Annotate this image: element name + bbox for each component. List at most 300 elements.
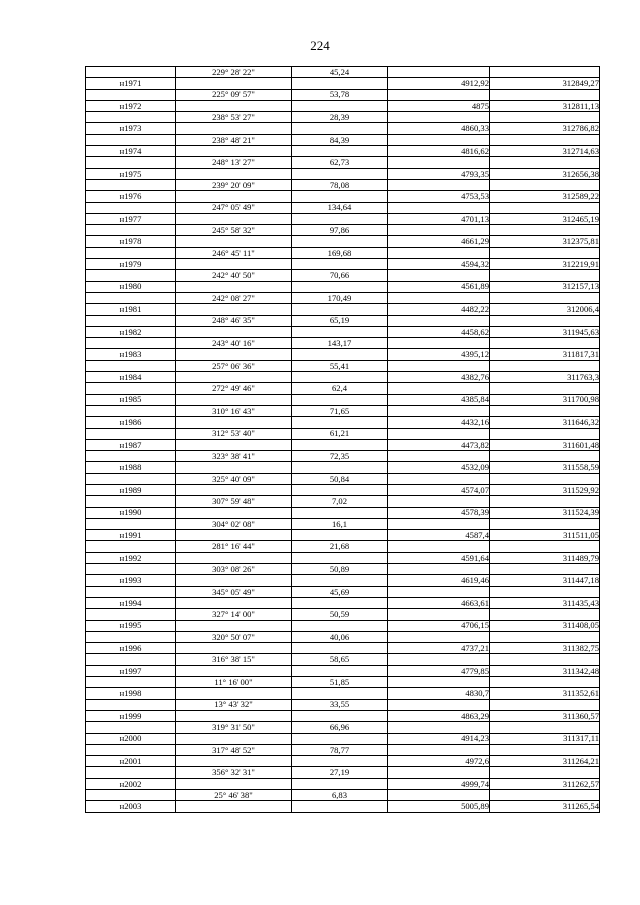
distance-cell: 55,41 xyxy=(292,360,388,371)
x-coordinate-cell: 4863,29 xyxy=(388,710,490,721)
y-coordinate-cell: 311360,57 xyxy=(490,710,600,721)
angle-cell: 25° 46' 38" xyxy=(176,790,292,801)
point-cell-empty xyxy=(86,564,176,575)
point-row xyxy=(86,733,600,744)
point-id-cell: н1979 xyxy=(86,259,176,270)
point-cell-empty xyxy=(86,315,176,326)
y-coordinate-cell: 311317,11 xyxy=(490,733,600,744)
distance-cell: 62,73 xyxy=(292,157,388,168)
point-cell-empty xyxy=(86,247,176,258)
segment-row xyxy=(86,744,600,755)
point-row xyxy=(86,484,600,495)
x-cell-empty xyxy=(388,677,490,688)
segment-row xyxy=(86,428,600,439)
angle-cell-empty xyxy=(176,191,292,202)
x-coordinate-cell: 4382,76 xyxy=(388,372,490,383)
point-cell-empty xyxy=(86,744,176,755)
angle-cell-empty xyxy=(176,349,292,360)
x-coordinate-cell: 5005,89 xyxy=(388,801,490,812)
y-coordinate-cell: 311265,54 xyxy=(490,801,600,812)
segment-row xyxy=(86,790,600,801)
distance-cell: 16,1 xyxy=(292,518,388,529)
angle-cell-empty xyxy=(176,507,292,518)
point-row xyxy=(86,439,600,450)
angle-cell: 307° 59' 48" xyxy=(176,496,292,507)
point-cell-empty xyxy=(86,473,176,484)
y-cell-empty xyxy=(490,609,600,620)
x-coordinate-cell: 4701,13 xyxy=(388,213,490,224)
angle-cell: 317° 48' 52" xyxy=(176,744,292,755)
point-cell-empty xyxy=(86,405,176,416)
distance-cell-empty xyxy=(292,372,388,383)
segment-row xyxy=(86,451,600,462)
y-coordinate-cell: 311264,21 xyxy=(490,756,600,767)
distance-cell: 61,21 xyxy=(292,428,388,439)
point-row xyxy=(86,801,600,812)
y-cell-empty xyxy=(490,247,600,258)
point-cell-empty xyxy=(86,157,176,168)
y-cell-empty xyxy=(490,790,600,801)
y-coordinate-cell: 312219,91 xyxy=(490,259,600,270)
segment-row xyxy=(86,722,600,733)
y-coordinate-cell: 311342,48 xyxy=(490,665,600,676)
segment-row xyxy=(86,405,600,416)
point-row xyxy=(86,597,600,608)
y-coordinate-cell: 311435,43 xyxy=(490,597,600,608)
y-coordinate-cell: 312811,13 xyxy=(490,100,600,111)
point-row xyxy=(86,507,600,518)
distance-cell-empty xyxy=(292,78,388,89)
point-id-cell: н1998 xyxy=(86,688,176,699)
x-cell-empty xyxy=(388,767,490,778)
point-id-cell: н1999 xyxy=(86,710,176,721)
y-cell-empty xyxy=(490,383,600,394)
angle-cell-empty xyxy=(176,417,292,428)
x-coordinate-cell: 4395,12 xyxy=(388,349,490,360)
point-cell-empty xyxy=(86,451,176,462)
x-cell-empty xyxy=(388,112,490,123)
angle-cell: 225° 09' 57" xyxy=(176,89,292,100)
segment-row xyxy=(86,247,600,258)
y-cell-empty xyxy=(490,744,600,755)
x-coordinate-cell: 4706,15 xyxy=(388,620,490,631)
point-cell-empty xyxy=(86,654,176,665)
distance-cell-empty xyxy=(292,281,388,292)
angle-cell: 242° 40' 50" xyxy=(176,270,292,281)
point-row xyxy=(86,281,600,292)
x-cell-empty xyxy=(388,609,490,620)
segment-row xyxy=(86,134,600,145)
angle-cell-empty xyxy=(176,575,292,586)
angle-cell-empty xyxy=(176,756,292,767)
angle-cell-empty xyxy=(176,733,292,744)
point-cell-empty xyxy=(86,767,176,778)
x-cell-empty xyxy=(388,360,490,371)
x-coordinate-cell: 4594,32 xyxy=(388,259,490,270)
distance-cell: 84,39 xyxy=(292,134,388,145)
y-cell-empty xyxy=(490,586,600,597)
y-coordinate-cell: 312849,27 xyxy=(490,78,600,89)
point-row xyxy=(86,168,600,179)
point-id-cell: н1981 xyxy=(86,304,176,315)
distance-cell: 21,68 xyxy=(292,541,388,552)
angle-cell-empty xyxy=(176,259,292,270)
distance-cell: 70,66 xyxy=(292,270,388,281)
angle-cell-empty xyxy=(176,372,292,383)
x-coordinate-cell: 4587,4 xyxy=(388,530,490,541)
point-id-cell: н1990 xyxy=(86,507,176,518)
x-coordinate-cell: 4860,33 xyxy=(388,123,490,134)
distance-cell-empty xyxy=(292,688,388,699)
point-id-cell: н1978 xyxy=(86,236,176,247)
angle-cell-empty xyxy=(176,688,292,699)
point-cell-empty xyxy=(86,790,176,801)
point-row xyxy=(86,665,600,676)
point-cell-empty xyxy=(86,360,176,371)
y-coordinate-cell: 312656,38 xyxy=(490,168,600,179)
y-coordinate-cell: 311382,75 xyxy=(490,643,600,654)
x-cell-empty xyxy=(388,292,490,303)
angle-cell: 345° 05' 49" xyxy=(176,586,292,597)
y-cell-empty xyxy=(490,496,600,507)
x-cell-empty xyxy=(388,541,490,552)
distance-cell: 7,02 xyxy=(292,496,388,507)
y-cell-empty xyxy=(490,722,600,733)
x-cell-empty xyxy=(388,654,490,665)
point-id-cell: н1995 xyxy=(86,620,176,631)
point-cell-empty xyxy=(86,112,176,123)
point-id-cell: н1972 xyxy=(86,100,176,111)
x-coordinate-cell: 4591,64 xyxy=(388,552,490,563)
distance-cell: 27,19 xyxy=(292,767,388,778)
angle-cell: 319° 31' 50" xyxy=(176,722,292,733)
y-coordinate-cell: 311529,92 xyxy=(490,484,600,495)
segment-row xyxy=(86,473,600,484)
distance-cell-empty xyxy=(292,710,388,721)
point-id-cell: н2003 xyxy=(86,801,176,812)
y-cell-empty xyxy=(490,654,600,665)
x-cell-empty xyxy=(388,586,490,597)
point-id-cell: н1980 xyxy=(86,281,176,292)
y-coordinate-cell: 312375,81 xyxy=(490,236,600,247)
x-coordinate-cell: 4875 xyxy=(388,100,490,111)
y-cell-empty xyxy=(490,292,600,303)
x-cell-empty xyxy=(388,134,490,145)
angle-cell-empty xyxy=(176,236,292,247)
distance-cell: 50,84 xyxy=(292,473,388,484)
x-coordinate-cell: 4779,85 xyxy=(388,665,490,676)
segment-row xyxy=(86,179,600,190)
y-cell-empty xyxy=(490,699,600,710)
angle-cell: 272° 49' 46" xyxy=(176,383,292,394)
coordinates-table xyxy=(85,66,600,813)
distance-cell: 65,19 xyxy=(292,315,388,326)
angle-cell-empty xyxy=(176,394,292,405)
y-coordinate-cell: 311646,32 xyxy=(490,417,600,428)
point-row xyxy=(86,123,600,134)
x-coordinate-cell: 4661,29 xyxy=(388,236,490,247)
y-coordinate-cell: 311408,05 xyxy=(490,620,600,631)
angle-cell: 247° 05' 49" xyxy=(176,202,292,213)
x-coordinate-cell: 4385,84 xyxy=(388,394,490,405)
y-cell-empty xyxy=(490,767,600,778)
angle-cell-empty xyxy=(176,665,292,676)
distance-cell: 50,89 xyxy=(292,564,388,575)
point-row xyxy=(86,643,600,654)
point-row xyxy=(86,417,600,428)
distance-cell-empty xyxy=(292,417,388,428)
angle-cell: 238° 48' 21" xyxy=(176,134,292,145)
x-cell-empty xyxy=(388,496,490,507)
distance-cell-empty xyxy=(292,552,388,563)
point-id-cell: н1994 xyxy=(86,597,176,608)
x-cell-empty xyxy=(388,564,490,575)
angle-cell: 229° 28' 22" xyxy=(176,67,292,78)
point-row xyxy=(86,372,600,383)
point-cell-empty xyxy=(86,225,176,236)
distance-cell: 6,83 xyxy=(292,790,388,801)
distance-cell-empty xyxy=(292,168,388,179)
point-id-cell: н1975 xyxy=(86,168,176,179)
x-coordinate-cell: 4482,22 xyxy=(388,304,490,315)
point-id-cell: н1974 xyxy=(86,146,176,157)
distance-cell-empty xyxy=(292,462,388,473)
distance-cell-empty xyxy=(292,530,388,541)
point-row xyxy=(86,620,600,631)
x-coordinate-cell: 4999,74 xyxy=(388,778,490,789)
segment-row xyxy=(86,609,600,620)
point-id-cell: н1985 xyxy=(86,394,176,405)
point-row xyxy=(86,146,600,157)
distance-cell-empty xyxy=(292,259,388,270)
angle-cell-empty xyxy=(176,213,292,224)
distance-cell: 40,06 xyxy=(292,631,388,642)
y-cell-empty xyxy=(490,677,600,688)
y-cell-empty xyxy=(490,179,600,190)
segment-row xyxy=(86,270,600,281)
angle-cell: 242° 08' 27" xyxy=(176,292,292,303)
y-coordinate-cell: 312714,63 xyxy=(490,146,600,157)
angle-cell: 245° 58' 32" xyxy=(176,225,292,236)
angle-cell-empty xyxy=(176,326,292,337)
distance-cell: 45,69 xyxy=(292,586,388,597)
angle-cell-empty xyxy=(176,78,292,89)
x-cell-empty xyxy=(388,315,490,326)
angle-cell: 239° 20' 09" xyxy=(176,179,292,190)
point-cell-empty xyxy=(86,89,176,100)
angle-cell: 11° 16' 00" xyxy=(176,677,292,688)
point-id-cell: н2002 xyxy=(86,778,176,789)
y-cell-empty xyxy=(490,428,600,439)
angle-cell-empty xyxy=(176,530,292,541)
distance-cell: 62,4 xyxy=(292,383,388,394)
y-coordinate-cell: 312157,13 xyxy=(490,281,600,292)
x-cell-empty xyxy=(388,790,490,801)
distance-cell-empty xyxy=(292,597,388,608)
point-cell-empty xyxy=(86,722,176,733)
x-cell-empty xyxy=(388,157,490,168)
distance-cell: 134,64 xyxy=(292,202,388,213)
x-cell-empty xyxy=(388,202,490,213)
distance-cell: 51,85 xyxy=(292,677,388,688)
distance-cell-empty xyxy=(292,191,388,202)
angle-cell: 238° 53' 27" xyxy=(176,112,292,123)
angle-cell-empty xyxy=(176,123,292,134)
angle-cell: 312° 53' 40" xyxy=(176,428,292,439)
point-cell-empty xyxy=(86,677,176,688)
segment-row xyxy=(86,112,600,123)
angle-cell: 325° 40' 09" xyxy=(176,473,292,484)
x-coordinate-cell: 4574,07 xyxy=(388,484,490,495)
segment-row xyxy=(86,541,600,552)
point-row xyxy=(86,259,600,270)
x-cell-empty xyxy=(388,631,490,642)
distance-cell: 28,39 xyxy=(292,112,388,123)
distance-cell: 66,96 xyxy=(292,722,388,733)
x-coordinate-cell: 4619,46 xyxy=(388,575,490,586)
point-row xyxy=(86,530,600,541)
angle-cell-empty xyxy=(176,801,292,812)
y-coordinate-cell: 311524,39 xyxy=(490,507,600,518)
point-id-cell: н2001 xyxy=(86,756,176,767)
y-cell-empty xyxy=(490,315,600,326)
angle-cell: 248° 46' 35" xyxy=(176,315,292,326)
angle-cell-empty xyxy=(176,146,292,157)
point-cell-empty xyxy=(86,541,176,552)
distance-cell: 53,78 xyxy=(292,89,388,100)
angle-cell-empty xyxy=(176,304,292,315)
angle-cell: 310° 16' 43" xyxy=(176,405,292,416)
distance-cell: 72,35 xyxy=(292,451,388,462)
point-row xyxy=(86,213,600,224)
angle-cell-empty xyxy=(176,484,292,495)
angle-cell: 257° 06' 36" xyxy=(176,360,292,371)
distance-cell: 58,65 xyxy=(292,654,388,665)
distance-cell: 78,08 xyxy=(292,179,388,190)
angle-cell: 304° 02' 08" xyxy=(176,518,292,529)
y-coordinate-cell: 311447,18 xyxy=(490,575,600,586)
point-cell-empty xyxy=(86,179,176,190)
segment-row xyxy=(86,518,600,529)
angle-cell-empty xyxy=(176,710,292,721)
x-cell-empty xyxy=(388,247,490,258)
point-row xyxy=(86,688,600,699)
x-cell-empty xyxy=(388,89,490,100)
distance-cell: 169,68 xyxy=(292,247,388,258)
point-cell-empty xyxy=(86,338,176,349)
y-cell-empty xyxy=(490,157,600,168)
x-cell-empty xyxy=(388,699,490,710)
distance-cell-empty xyxy=(292,304,388,315)
x-cell-empty xyxy=(388,451,490,462)
point-row xyxy=(86,462,600,473)
distance-cell: 71,65 xyxy=(292,405,388,416)
point-cell-empty xyxy=(86,292,176,303)
x-coordinate-cell: 4578,39 xyxy=(388,507,490,518)
y-coordinate-cell: 311489,79 xyxy=(490,552,600,563)
point-id-cell: н1997 xyxy=(86,665,176,676)
x-coordinate-cell: 4561,89 xyxy=(388,281,490,292)
distance-cell-empty xyxy=(292,507,388,518)
x-coordinate-cell: 4532,09 xyxy=(388,462,490,473)
y-cell-empty xyxy=(490,225,600,236)
x-cell-empty xyxy=(388,518,490,529)
segment-row xyxy=(86,564,600,575)
x-coordinate-cell: 4912,92 xyxy=(388,78,490,89)
segment-row xyxy=(86,383,600,394)
x-coordinate-cell: 4432,16 xyxy=(388,417,490,428)
angle-cell-empty xyxy=(176,168,292,179)
point-cell-empty xyxy=(86,609,176,620)
point-cell-empty xyxy=(86,518,176,529)
x-cell-empty xyxy=(388,473,490,484)
angle-cell-empty xyxy=(176,778,292,789)
distance-cell-empty xyxy=(292,778,388,789)
point-cell-empty xyxy=(86,270,176,281)
distance-cell-empty xyxy=(292,665,388,676)
segment-row xyxy=(86,67,600,78)
distance-cell: 170,49 xyxy=(292,292,388,303)
angle-cell-empty xyxy=(176,597,292,608)
point-id-cell: н1983 xyxy=(86,349,176,360)
point-row xyxy=(86,191,600,202)
point-id-cell: н1984 xyxy=(86,372,176,383)
x-cell-empty xyxy=(388,722,490,733)
distance-cell-empty xyxy=(292,643,388,654)
point-cell-empty xyxy=(86,67,176,78)
y-coordinate-cell: 312006,4 xyxy=(490,304,600,315)
point-id-cell: н1977 xyxy=(86,213,176,224)
angle-cell-empty xyxy=(176,552,292,563)
point-id-cell: н1988 xyxy=(86,462,176,473)
x-coordinate-cell: 4753,53 xyxy=(388,191,490,202)
angle-cell-empty xyxy=(176,620,292,631)
distance-cell-empty xyxy=(292,733,388,744)
distance-cell-empty xyxy=(292,484,388,495)
x-coordinate-cell: 4972,6 xyxy=(388,756,490,767)
point-cell-empty xyxy=(86,202,176,213)
distance-cell: 50,59 xyxy=(292,609,388,620)
segment-row xyxy=(86,157,600,168)
segment-row xyxy=(86,89,600,100)
y-coordinate-cell: 311945,63 xyxy=(490,326,600,337)
angle-cell-empty xyxy=(176,462,292,473)
y-coordinate-cell: 311700,98 xyxy=(490,394,600,405)
point-cell-empty xyxy=(86,428,176,439)
y-cell-empty xyxy=(490,631,600,642)
point-row xyxy=(86,349,600,360)
y-cell-empty xyxy=(490,112,600,123)
angle-cell-empty xyxy=(176,439,292,450)
segment-row xyxy=(86,315,600,326)
x-cell-empty xyxy=(388,225,490,236)
distance-cell-empty xyxy=(292,236,388,247)
angle-cell: 243° 40' 16" xyxy=(176,338,292,349)
distance-cell-empty xyxy=(292,349,388,360)
distance-cell-empty xyxy=(292,213,388,224)
point-cell-empty xyxy=(86,134,176,145)
angle-cell: 246° 45' 11" xyxy=(176,247,292,258)
x-coordinate-cell: 4663,61 xyxy=(388,597,490,608)
x-coordinate-cell: 4737,21 xyxy=(388,643,490,654)
segment-row xyxy=(86,202,600,213)
y-coordinate-cell: 311817,31 xyxy=(490,349,600,360)
point-cell-empty xyxy=(86,699,176,710)
segment-row xyxy=(86,292,600,303)
point-id-cell: н1989 xyxy=(86,484,176,495)
distance-cell-empty xyxy=(292,439,388,450)
x-coordinate-cell: 4793,35 xyxy=(388,168,490,179)
